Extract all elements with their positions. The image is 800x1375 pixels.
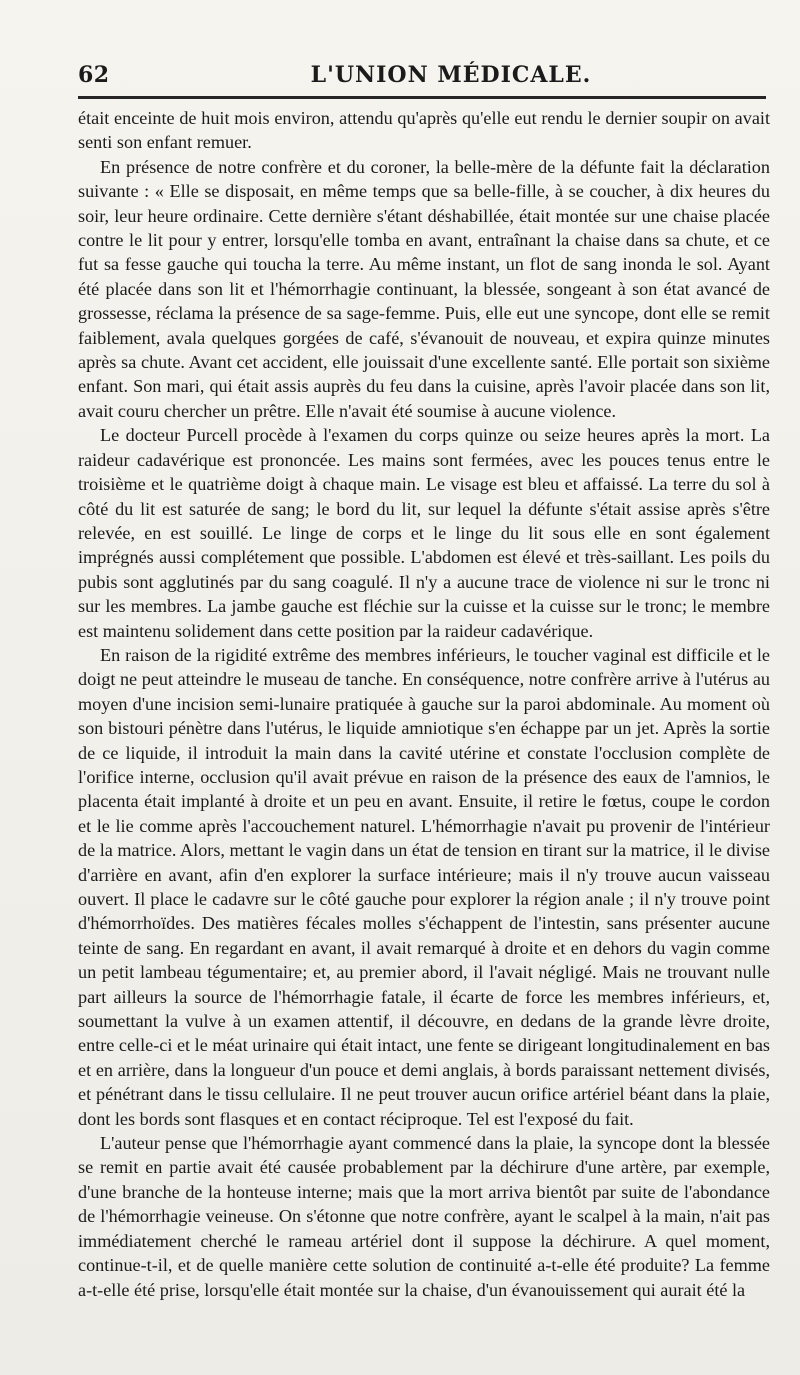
journal-title: L'UNION MÉDICALE.: [310, 62, 592, 88]
article-body: [78, 106, 770, 1302]
paragraph: était enceinte de huit mois environ, attendu qu'après qu'elle eut rendu le dernier soupir on avait senti son enfant remuer.: [78, 108, 770, 153]
page-number: 62: [78, 62, 110, 88]
header-rule: [78, 96, 766, 99]
page-header: [78, 62, 764, 96]
paragraph: Le docteur Purcell procède à l'examen du corps quinze ou seize heures après la mort. La raideur cadavérique est prononcée. Les mains sont fermées, avec les pouces tenus entre le troisième et le quatrième doigt à chaque main. Le visage est bleu et affaissé. La terre du sol à côté du lit est saturée de sang; le bord du lit, sur lequel la défunte s'était assise après s'être relevée, en est souillé. Le linge de corps et le linge du lit sous elle en sont également imprégnés aussi complétement que possible. L'abdomen est élevé et très-saillant. Les poils du pubis sont agglutinés par du sang coagulé. Il n'y a aucune trace de violence ni sur le tronc ni sur les membres. La jambe gauche est fléchie sur la cuisse et la cuisse sur le tronc; le membre est maintenu solidement dans cette position par la raideur cadavérique.: [78, 425, 770, 641]
paragraph: L'auteur pense que l'hémorrhagie ayant commencé dans la plaie, la syncope dont la blessée se remit en partie avait été causée probablement par la déchirure d'une artère, par exemple, d'une branche de la honteuse interne; mais que la mort arriva bientôt par suite de l'abondance de l'hémorrhagie veineuse. On s'étonne que notre confrère, ayant le scalpel à la main, n'ait pas immédiatement cherché le rameau artériel dont il suppose la déchirure. A quel moment, continue-t-il, et de quelle manière cette solution de continuité a-t-elle été produite? La femme a-t-elle été prise, lorsqu'elle était montée sur la chaise, d'un évanouissement qui aurait été la: [78, 1133, 770, 1300]
paragraph: En présence de notre confrère et du coroner, la belle-mère de la défunte fait la déclaration suivante : « Elle se disposait, en même temps que sa belle-fille, à se coucher, à dix heures du soir, leur heure ordinaire. Cette dernière s'étant déshabillée, était montée sur une chaise placée contre le lit pour y entrer, lorsqu'elle tomba en avant, entraînant la chaise dans sa chute, et ce fut sa fesse gauche qui toucha la terre. Au même instant, un flot de sang inonda le sol. Ayant été placée dans son lit et l'hémorrhagie continuant, la blessée, songeant à son état avancé de grossesse, réclama la présence de sa sage-femme. Puis, elle eut une syncope, dont elle se remit faiblement, avala quelques gorgées de café, s'évanouit de nouveau, et expira quinze minutes après sa chute. Avant cet accident, elle jouissait d'une excellente santé. Elle portait son sixième enfant. Son mari, qui était assis auprès du feu dans la cuisine, après l'avoir placée dans son lit, avait couru chercher un prêtre. Elle n'avait été soumise à aucune violence.: [78, 156, 770, 421]
paragraph: En raison de la rigidité extrême des membres inférieurs, le toucher vaginal est difficile et le doigt ne peut atteindre le museau de tanche. En conséquence, notre confrère arrive à l'utérus au moyen d'une incision semi-lunaire pratiquée à gauche sur la paroi abdominale. Au moment où son bistouri pénètre dans l'utérus, le liquide amniotique s'en échappe par un jet. Après la sortie de ce liquide, il introduit la main dans la cavité utérine et constate l'occlusion complète de l'orifice interne, occlusion qu'il avait prévue en raison de la présence des eaux de l'amnios, le placenta était implanté à droite et un peu en avant. Ensuite, il retire le fœtus, coupe le cordon et le lie comme après l'accouchement naturel. L'hémorrhagie n'avait pu provenir de l'intérieur de la matrice. Alors, mettant le vagin dans un état de tension en tirant sur la matrice, il le divise d'arrière en avant, afin d'en explorer la surface intérieure; mais il n'y trouve aucun vaisseau ouvert. Il place le cadavre sur le côté gauche pour explorer la région anale ; il n'y trouve point d'hémorrhoïdes. Des matières fécales molles s'échappent de l'intestin, sans présenter aucune teinte de sang. En regardant en avant, il avait remarqué à droite et en dehors du vagin comme un petit lambeau tégumentaire; et, au premier abord, il l'avait négligé. Mais ne trouvant nulle part ailleurs la source de l'hémorrhagie fatale, il écarte de force les membres inférieurs, et, soumettant la vulve à un examen attentif, il découvre, en dedans de la grande lèvre droite, entre celle-ci et le méat urinaire qui était intact, une fente se dirigeant longitudinalement en bas et en arrière, dans la longueur d'un pouce et demi anglais, à bords paraissant nettement divisés, et pénétrant dans le tissu cellulaire. Il ne peut trouver aucun orifice artériel béant dans la plaie, dont les bords sont flasques et en contact réciproque. Tel est l'exposé du fait.: [78, 644, 770, 1129]
